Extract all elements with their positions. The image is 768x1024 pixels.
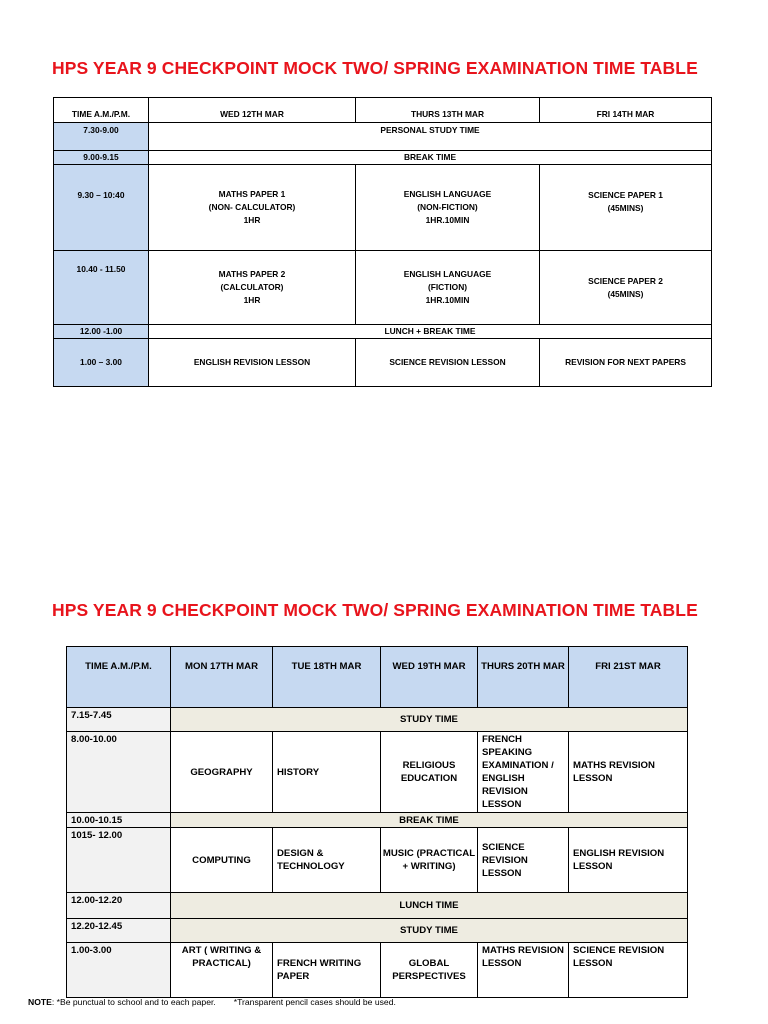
exam-cell [149, 251, 356, 325]
table-row [67, 943, 688, 998]
column-header: FRI 14TH MAR [540, 98, 712, 123]
note-text: : *Be punctual to school and to each paper. [51, 997, 216, 1007]
exam-cell: MUSIC (PRACTICAL + WRITING) [381, 828, 478, 893]
cell-line: SCIENCE PAPER 1 [588, 190, 663, 200]
page-title: HPS YEAR 9 CHECKPOINT MOCK TWO/ SPRING EXAMINATION TIME TABLE [52, 600, 698, 620]
table-row [67, 732, 688, 813]
time-cell: 7.30-9.00 [54, 123, 149, 151]
time-cell: 9.30 – 10:40 [54, 165, 149, 251]
page-title: HPS YEAR 9 CHECKPOINT MOCK TWO/ SPRING EXAMINATION TIME TABLE [52, 58, 698, 78]
cell-line: ENGLISH LANGUAGE [403, 269, 492, 279]
cell-line: 1HR [243, 215, 261, 225]
time-cell: 12.20-12.45 [67, 919, 171, 943]
column-header: MON 17TH MAR [171, 647, 273, 708]
column-header: TIME A.M./P.M. [54, 98, 149, 123]
column-header: THURS 13TH MAR [356, 98, 540, 123]
exam-cell: RELIGIOUS EDUCATION [381, 732, 478, 813]
exam-cell: FRENCH SPEAKING EXAMINATION / ENGLISH REVISION LESSON [478, 732, 569, 813]
table-row [54, 151, 712, 165]
cell-line: (NON-FICTION) [417, 202, 478, 212]
span-cell: LUNCH + BREAK TIME [149, 325, 712, 339]
column-header: FRI 21ST MAR [569, 647, 688, 708]
exam-cell [356, 165, 540, 251]
span-cell: STUDY TIME [171, 708, 688, 732]
time-cell: 8.00-10.00 [67, 732, 171, 813]
time-cell: 1.00-3.00 [67, 943, 171, 998]
cell-line: 1HR.10MIN [425, 295, 470, 305]
cell-line: MATHS PAPER 1 [218, 189, 286, 199]
note-text: *Transparent pencil cases should be used. [233, 997, 396, 1007]
exam-cell: ENGLISH REVISION LESSON [149, 339, 356, 387]
exam-cell: DESIGN & TECHNOLOGY [273, 828, 381, 893]
exam-cell: ENGLISH REVISION LESSON [569, 828, 688, 893]
cell-line: (CALCULATOR) [220, 282, 284, 292]
table-row [67, 708, 688, 732]
time-cell: 9.00-9.15 [54, 151, 149, 165]
span-cell: PERSONAL STUDY TIME [149, 123, 712, 151]
footnote [28, 997, 396, 1007]
exam-cell: SCIENCE REVISION LESSON [478, 828, 569, 893]
cell-line: (NON- CALCULATOR) [208, 202, 296, 212]
time-cell: 12.00 -1.00 [54, 325, 149, 339]
table-header-row [67, 647, 688, 708]
exam-cell: SCIENCE REVISION LESSON [356, 339, 540, 387]
note-label: NOTE [28, 997, 52, 1007]
exam-cell: GEOGRAPHY [171, 732, 273, 813]
exam-cell [540, 251, 712, 325]
time-cell: 1.00 – 3.00 [54, 339, 149, 387]
table-row [67, 919, 688, 943]
timetable-week-1 [53, 97, 712, 387]
time-cell: 1015- 12.00 [67, 828, 171, 893]
cell-line: (FICTION) [427, 282, 468, 292]
exam-cell: ART ( WRITING & PRACTICAL) [171, 943, 273, 998]
table-row [54, 325, 712, 339]
exam-cell [149, 165, 356, 251]
table-row [54, 251, 712, 325]
table-row [67, 893, 688, 919]
exam-cell: HISTORY [273, 732, 381, 813]
exam-cell: COMPUTING [171, 828, 273, 893]
column-header: WED 19TH MAR [381, 647, 478, 708]
table-header-row [54, 98, 712, 123]
table-row [54, 123, 712, 151]
exam-cell: REVISION FOR NEXT PAPERS [540, 339, 712, 387]
table-row [67, 813, 688, 828]
exam-cell [540, 165, 712, 251]
cell-line: (45MINS) [607, 288, 644, 299]
cell-line: (45MINS) [607, 203, 644, 213]
exam-cell [356, 251, 540, 325]
exam-cell: MATHS REVISION LESSON [478, 943, 569, 998]
span-cell: BREAK TIME [171, 813, 688, 828]
table-row [67, 828, 688, 893]
exam-cell: SCIENCE REVISION LESSON [569, 943, 688, 998]
exam-cell: GLOBAL PERSPECTIVES [381, 943, 478, 998]
cell-line: SCIENCE PAPER 2 [588, 275, 663, 286]
column-header: THURS 20TH MAR [478, 647, 569, 708]
time-cell: 10.00-10.15 [67, 813, 171, 828]
cell-line: MATHS PAPER 2 [218, 269, 286, 279]
exam-cell: FRENCH WRITING PAPER [273, 943, 381, 998]
table-row [54, 165, 712, 251]
span-cell: LUNCH TIME [171, 893, 688, 919]
cell-line: 1HR [243, 295, 261, 305]
time-cell: 12.00-12.20 [67, 893, 171, 919]
cell-line: 1HR.10MIN [425, 215, 470, 225]
span-cell: BREAK TIME [149, 151, 712, 165]
column-header: TUE 18TH MAR [273, 647, 381, 708]
time-cell: 7.15-7.45 [67, 708, 171, 732]
cell-line: ENGLISH LANGUAGE [403, 189, 492, 199]
table-row [54, 339, 712, 387]
exam-cell: MATHS REVISION LESSON [569, 732, 688, 813]
span-cell: STUDY TIME [171, 919, 688, 943]
timetable-week-2 [66, 646, 688, 998]
time-cell: 10.40 - 11.50 [54, 251, 149, 325]
column-header: WED 12TH MAR [149, 98, 356, 123]
column-header: TIME A.M./P.M. [67, 647, 171, 708]
